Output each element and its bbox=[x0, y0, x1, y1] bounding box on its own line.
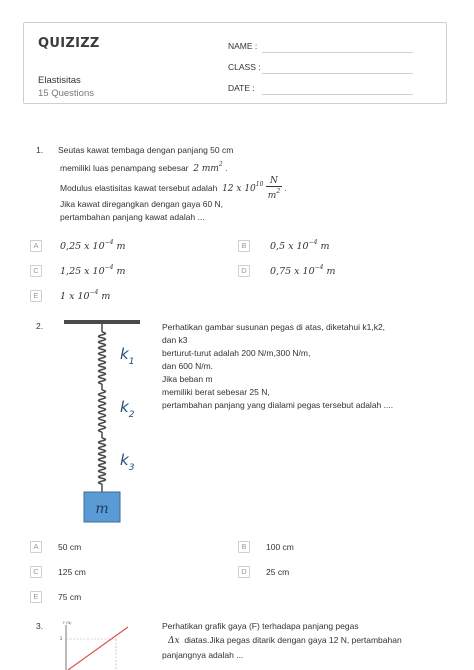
question-3-line-3: panjangnya adalah ... bbox=[162, 650, 244, 660]
question-2-line: berturut-turut adalah 200 N/m,300 N/m, bbox=[162, 348, 311, 358]
date-label: DATE : bbox=[228, 83, 255, 93]
q2-option-c[interactable]: 125 cm bbox=[58, 567, 86, 577]
worksheet-title: Elastisitas bbox=[38, 75, 81, 86]
date-field-line bbox=[262, 94, 413, 95]
k3-label: $k_3$ bbox=[120, 451, 135, 473]
q2-option-d[interactable]: 25 cm bbox=[266, 567, 290, 577]
question-1-line-1: Seutas kawat tembaga dengan panjang 50 cm bbox=[58, 145, 234, 155]
question-2-line: memiliki berat sebesar 25 N, bbox=[162, 387, 270, 397]
question-1-number: 1. bbox=[36, 145, 44, 155]
spring-k1 bbox=[99, 332, 106, 384]
question-1-line-4: Jika kawat diregangkan dengan gaya 60 N, bbox=[60, 199, 224, 209]
k1-label: $k_1$ bbox=[120, 345, 135, 367]
force-extension-graph bbox=[56, 619, 134, 670]
question-2-line: pertambahan panjang yang dialami pegas tersebut adalah .... bbox=[162, 400, 394, 410]
q1-option-d-badge[interactable]: D bbox=[238, 265, 250, 277]
spring-k3 bbox=[99, 438, 106, 484]
question-2-line: dan 600 N/m. bbox=[162, 361, 214, 371]
question-2-line: dan k3 bbox=[162, 335, 188, 345]
question-count: 15 Questions bbox=[38, 88, 94, 99]
class-label: CLASS : bbox=[228, 62, 261, 72]
ceiling-bar bbox=[64, 320, 140, 324]
q2-option-a[interactable]: 50 cm bbox=[58, 542, 82, 552]
graph-force-line bbox=[68, 627, 128, 670]
q1-option-e-badge[interactable]: E bbox=[30, 290, 42, 302]
k2-label: $k_2$ bbox=[120, 398, 135, 420]
modulus-unit-fraction: $\frac{N}{m^2}$ bbox=[267, 176, 281, 201]
q1-option-a-badge[interactable]: A bbox=[30, 240, 42, 252]
name-field-line bbox=[262, 52, 413, 53]
question-2-number: 2. bbox=[36, 321, 44, 331]
q1-option-d[interactable]: 0,75 x $10^{-4}$ m bbox=[270, 264, 336, 277]
question-3-line-2: Δx diatas.Jika pegas ditarik dengan gaya 12 N, pertambahan bbox=[168, 635, 402, 646]
quizizz-logo: QUIZIZZ bbox=[38, 36, 100, 51]
question-1-line-3: Modulus elastisitas kawat tersebut adalah 12 x $10^{10}$ $\frac{N}{m^2}$ . bbox=[60, 176, 287, 201]
name-label: NAME : bbox=[228, 41, 258, 51]
q1-option-c[interactable]: 1,25 x $10^{-4}$ m bbox=[60, 264, 126, 277]
graph-tick-label: 2 bbox=[60, 636, 63, 641]
q2-option-d-badge[interactable]: D bbox=[238, 566, 250, 578]
question-1-line-2: memiliki luas penampang sebesar 2 $mm^2$ . bbox=[60, 161, 228, 174]
q2-option-b-badge[interactable]: B bbox=[238, 541, 250, 553]
q1-option-a[interactable]: 0,25 x $10^{-4}$ m bbox=[60, 239, 126, 252]
question-3-number: 3. bbox=[36, 621, 44, 631]
q1-option-b-badge[interactable]: B bbox=[238, 240, 250, 252]
q2-option-e-badge[interactable]: E bbox=[30, 591, 42, 603]
q2-option-a-badge[interactable]: A bbox=[30, 541, 42, 553]
graph-y-label: F (N) bbox=[63, 621, 72, 625]
class-field-line bbox=[262, 73, 413, 74]
question-3-line-1: Perhatikan grafik gaya (F) terhadapa panjang pegas bbox=[162, 621, 359, 631]
question-1-line-5: pertambahan panjang kawat adalah ... bbox=[60, 212, 205, 222]
q2-option-e[interactable]: 75 cm bbox=[58, 592, 82, 602]
question-2-line: Perhatikan gambar susunan pegas di atas, diketahui k1,k2, bbox=[162, 322, 386, 332]
question-2-line: Jika beban m bbox=[162, 374, 213, 384]
mass-label: m bbox=[95, 501, 109, 517]
spring-k2 bbox=[99, 390, 106, 432]
q1-option-e[interactable]: 1 x $10^{-4}$ m bbox=[60, 289, 111, 302]
spring-series-figure bbox=[64, 318, 140, 524]
q2-option-c-badge[interactable]: C bbox=[30, 566, 42, 578]
q2-option-b[interactable]: 100 cm bbox=[266, 542, 294, 552]
q1-option-c-badge[interactable]: C bbox=[30, 265, 42, 277]
q1-option-b[interactable]: 0,5 x $10^{-4}$ m bbox=[270, 239, 330, 252]
